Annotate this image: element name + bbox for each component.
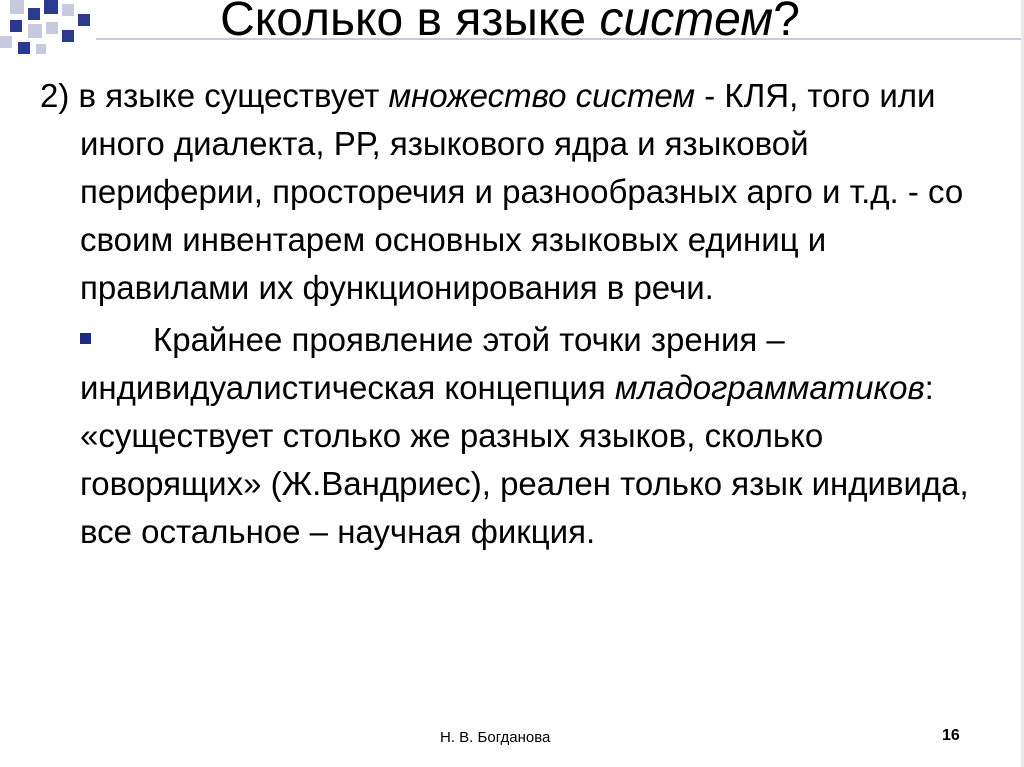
paragraph-rest: - КЛЯ, того или иного диалекта, РР, языкового ядра и языковой периферии, просторечия и разнообразных арго и т.д. - со своим инвентарем основных языковых единиц и правилами их функционирования в речи.	[80, 77, 964, 306]
title-italic: систем	[599, 0, 774, 46]
square-bullet-icon	[80, 333, 91, 344]
bullet-paragraph	[40, 316, 1000, 556]
deco-square	[0, 36, 12, 48]
footer-author: Н. В. Богданова	[440, 729, 551, 746]
slide-body	[40, 72, 1000, 556]
bullet-italic: младограмматиков	[614, 369, 925, 406]
deco-square	[36, 44, 46, 54]
title-end: ?	[773, 0, 800, 46]
paragraph-italic: множество систем	[388, 77, 696, 114]
page-number: 16	[942, 727, 960, 744]
deco-square	[18, 42, 30, 54]
title-text: Сколько в языке	[220, 0, 600, 46]
deco-square	[28, 24, 42, 38]
bullet-lead: Крайнее проявление этой точки зрения – индивидуалистическая концепция	[80, 321, 785, 406]
deco-square	[10, 20, 22, 32]
deco-square	[44, 0, 58, 14]
deco-square	[46, 22, 58, 34]
numbered-paragraph	[40, 72, 1000, 312]
slide-title	[60, 0, 960, 48]
deco-square	[10, 0, 24, 14]
deco-square	[28, 8, 40, 20]
bullet-rest: : «существует столько же разных языков, сколько говорящих» (Ж.Вандриес), реален только язык индивида, все остальное – научная фикция.	[80, 369, 969, 550]
paragraph-lead: 2) в языке существует	[40, 77, 389, 114]
